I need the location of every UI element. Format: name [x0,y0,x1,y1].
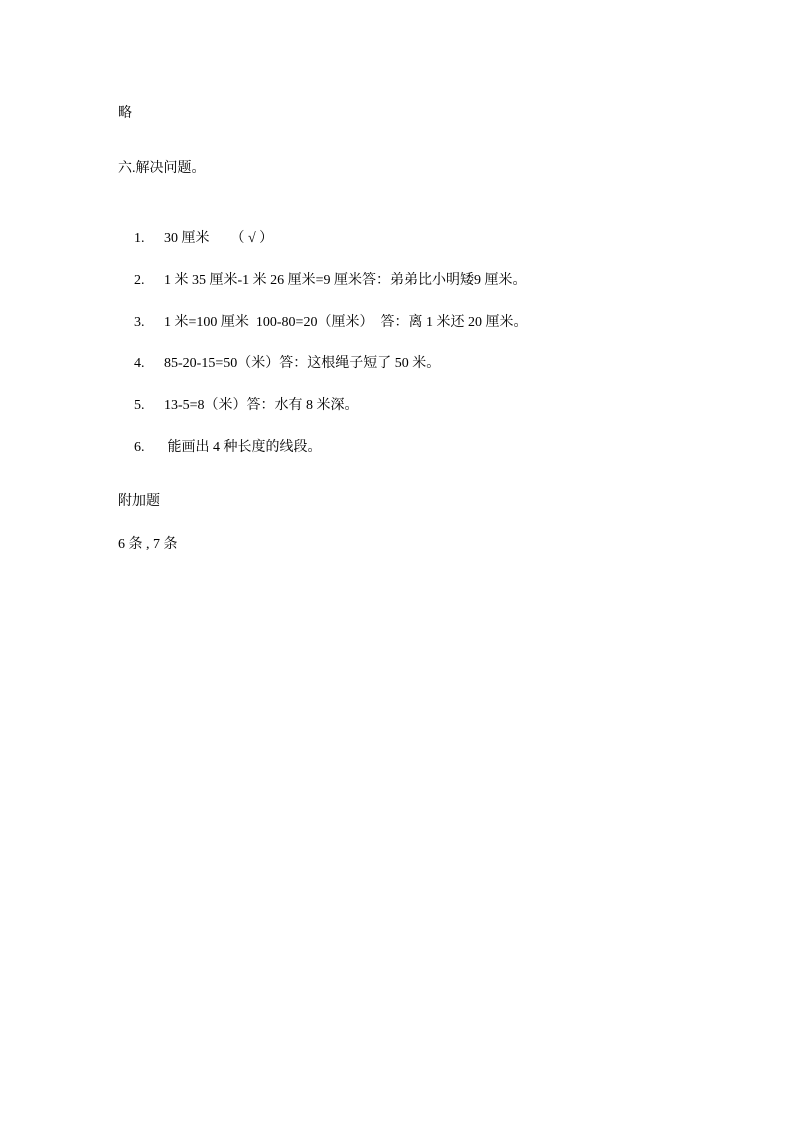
skip-note: 略 [118,106,132,121]
item-number: 5. [134,398,145,414]
answer-item-2 [120,258,527,304]
item-text: 13-5=8（米）答：水有 8 米深。 [164,398,359,414]
answer-item-6 [120,425,322,471]
item-number: 4. [134,356,145,372]
bonus-answer: 6 条 , 7 条 [118,537,178,552]
bonus-title: 附加题 [118,494,160,509]
answer-item-4 [120,341,440,387]
item-text: 1 米=100 厘米 100-80=20（厘米） 答：离 1 米还 20 厘米。 [164,315,528,331]
item-text: 1 米 35 厘米-1 米 26 厘米=9 厘米答：弟弟比小明矮9 厘米。 [164,273,527,289]
answer-item-1 [120,216,273,262]
section-title: 六.解决问题。 [118,161,206,176]
item-number: 1. [134,231,145,247]
item-text: 能画出 4 种长度的线段。 [164,440,322,456]
item-number: 2. [134,273,145,289]
item-text: 85-20-15=50（米）答：这根绳子短了 50 米。 [164,356,441,372]
item-number: 3. [134,315,145,331]
answer-item-3 [120,300,527,346]
item-number: 6. [134,440,145,456]
item-text: 30 厘米 （ √ ） [164,231,274,247]
answer-item-5 [120,383,359,429]
